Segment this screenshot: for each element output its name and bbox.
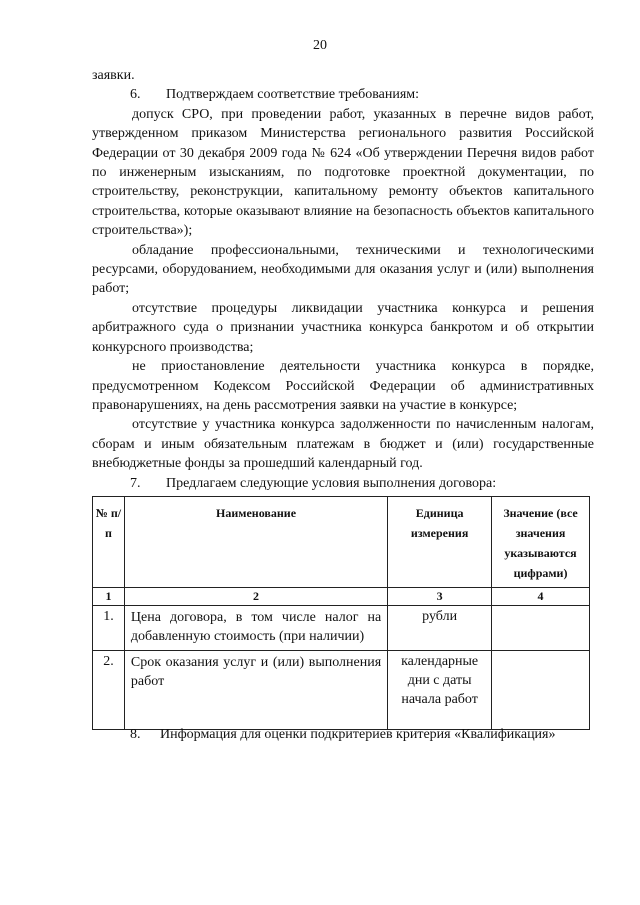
table-cell: Срок оказания услуг и (или) выполнения работ	[124, 651, 387, 730]
table-header-cell: № п/п	[93, 497, 125, 588]
requirement-paragraph: обладание профессиональными, техническими и технологическими ресурсами, оборудованием, необходимыми для оказания услуг и (или) выполнения работ;	[92, 242, 594, 297]
table-header-cell: Единица измерения	[388, 497, 492, 588]
table-cell: Цена договора, в том числе налог на добавленную стоимость (при наличии)	[124, 606, 387, 651]
table-row	[93, 606, 590, 651]
table-index-row	[93, 588, 590, 606]
table-header-cell: Значение (все значения указываются цифрами)	[492, 497, 590, 588]
table-cell	[492, 651, 590, 730]
table-cell: 1	[93, 588, 125, 606]
document-body	[92, 66, 594, 493]
item-text: Информация для оценки подкритериев критерия «Квалификация»	[160, 727, 556, 742]
table-header-cell: Наименование	[124, 497, 387, 588]
table-header-row	[93, 497, 590, 588]
requirement-paragraph: отсутствие у участника конкурса задолженности по начисленным налогам, сборам и иным обязательным платежам в бюджет и (или) государственные внебюджетные фонды за прошедший календарный год.	[92, 417, 594, 472]
requirement-paragraph: не приостановление деятельности участника конкурса в порядке, предусмотренном Кодексом Российской Федерации об административных правонарушениях, на день рассмотрения заявки на участие в конкурсе;	[92, 359, 594, 413]
item-text: Предлагаем следующие условия выполнения договора:	[166, 475, 497, 491]
table-row	[93, 651, 590, 730]
table-cell: 3	[388, 588, 492, 606]
paragraph-continuation: заявки.	[92, 68, 135, 83]
requirement-paragraph: отсутствие процедуры ликвидации участника конкурса и решения арбитражного суда о признании участника конкурса банкротом и об открытии конкурсного производства;	[92, 300, 594, 355]
requirement-paragraph: допуск СРО, при проведении работ, указанных в перечне видов работ, утвержденном приказом Министерства регионального развития Российской Федерации от 30 декабря 2009 года № 624 «Об утверждении Перечня видов работ по инженерным изысканиям, по подготовке проектной документации, по строительству, реконструкции, капитальному ремонту объектов капитального строительства, которые оказывают влияние на безопасность объектов капитального строительства»);	[92, 106, 594, 239]
item-number: 6.	[130, 87, 141, 103]
table-cell: 2	[124, 588, 387, 606]
table-cell: 4	[492, 588, 590, 606]
conditions-table	[92, 496, 590, 730]
table-cell	[492, 606, 590, 651]
table-cell: 1.	[93, 606, 125, 651]
item-6	[92, 85, 594, 104]
item-text: Подтверждаем соответствие требованиям:	[166, 87, 420, 103]
item-number: 8.	[130, 727, 141, 742]
page-number: 20	[313, 38, 327, 53]
item-7	[92, 474, 594, 493]
item-8	[130, 727, 556, 743]
item-number: 7.	[130, 475, 141, 491]
table-cell: 2.	[93, 651, 125, 730]
table-cell: календарные дни с даты начала работ	[388, 651, 492, 730]
table-cell: рубли	[388, 606, 492, 651]
